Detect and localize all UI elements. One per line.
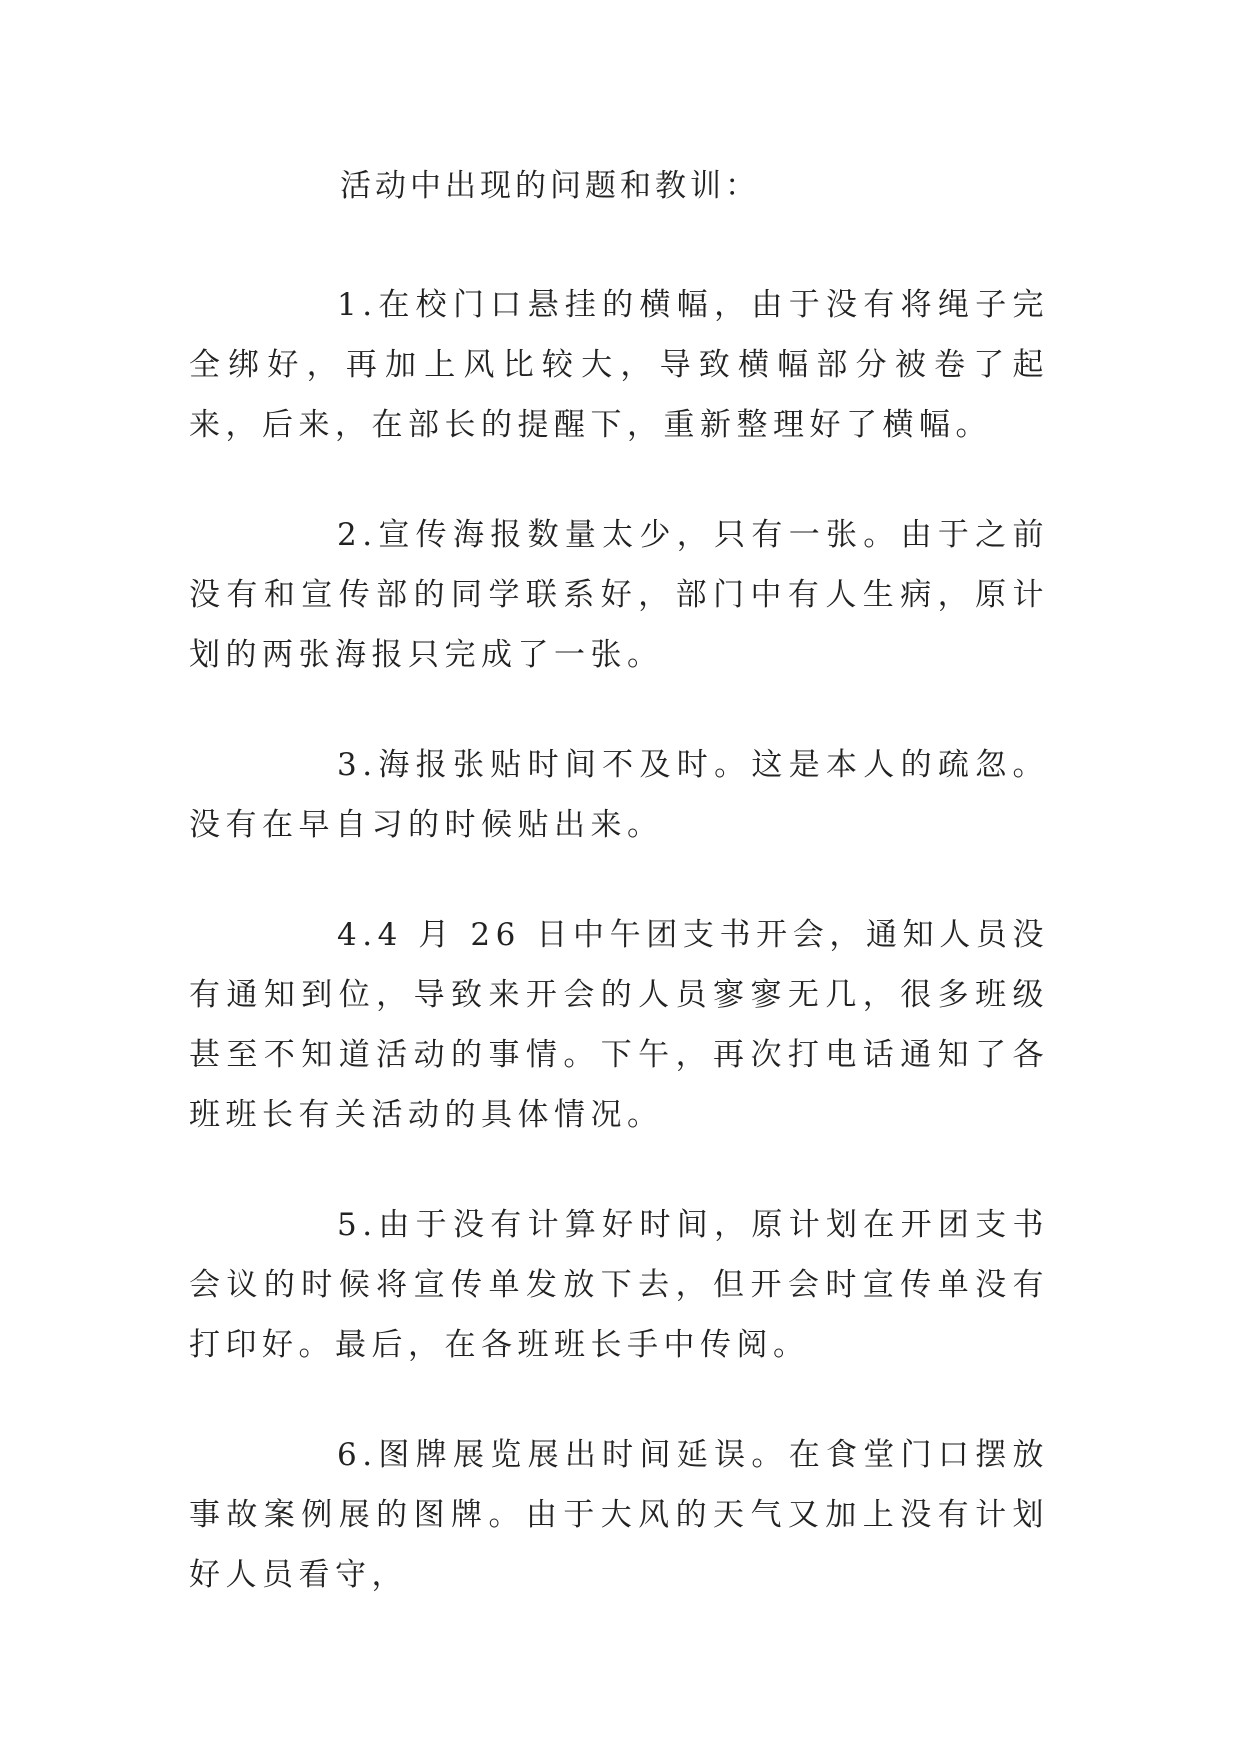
paragraph-item-3: 3.海报张贴时间不及时。这是本人的疏忽。没有在早自习的时候贴出来。	[189, 747, 1049, 843]
paragraph-item-1: 1.在校门口悬挂的横幅，由于没有将绳子完全绑好，再加上风比较大，导致横幅部分被卷了起来，后来，在部长的提醒下，重新整理好了横幅。	[189, 287, 1049, 443]
paragraph-item-4: 4.4 月 26 日中午团支书开会，通知人员没有通知到位，导致来开会的人员寥寥无几，很多班级甚至不知道活动的事情。下午，再次打电话通知了各班班长有关活动的具体情况。	[189, 917, 1049, 1133]
paragraph-item-6: 6.图牌展览展出时间延误。在食堂门口摆放事故案例展的图牌。由于大风的天气又加上没有计划好人员看守，	[189, 1437, 1049, 1593]
paragraph-item-5: 5.由于没有计算好时间，原计划在开团支书会议的时候将宣传单发放下去，但开会时宣传单没有打印好。最后，在各班班长手中传阅。	[189, 1207, 1049, 1363]
section-heading: 活动中出现的问题和教训：	[340, 168, 760, 204]
paragraph-item-2: 2.宣传海报数量太少，只有一张。由于之前没有和宣传部的同学联系好，部门中有人生病，原计划的两张海报只完成了一张。	[189, 517, 1049, 673]
